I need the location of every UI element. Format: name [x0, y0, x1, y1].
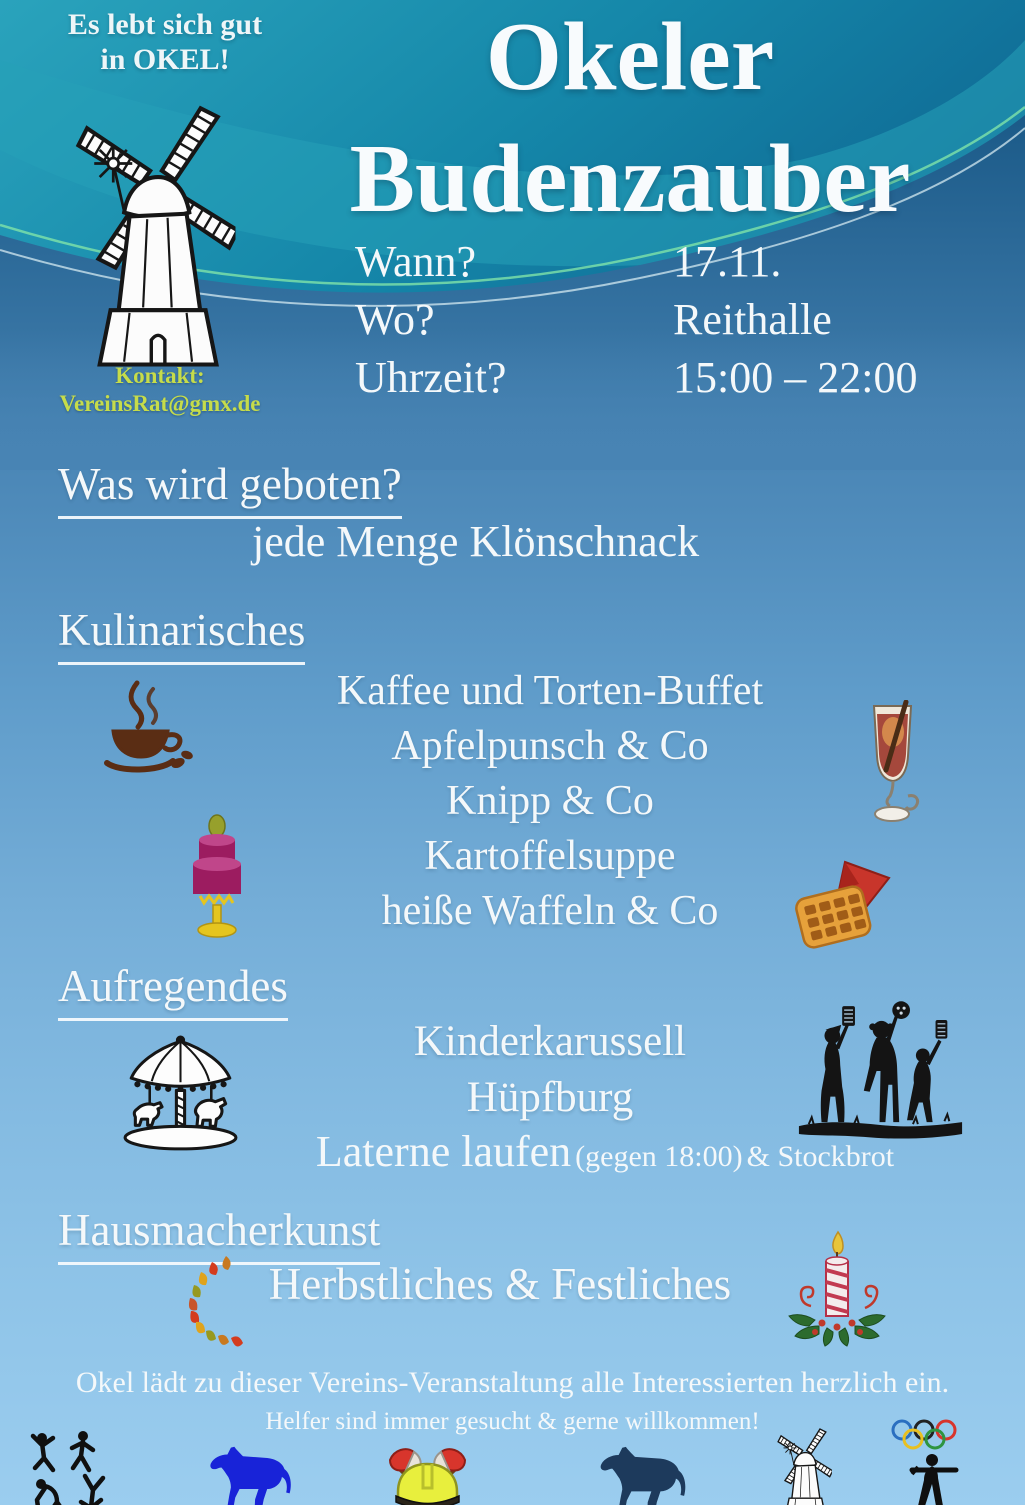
page-title: [240, 0, 1020, 233]
punch-glass-icon: [850, 700, 935, 830]
list-item: heiße Waffeln & Co: [381, 888, 719, 934]
slogan-line2: in OKEL!: [100, 42, 230, 76]
heading-exciting: [58, 960, 288, 1021]
list-item: Kartoffelsuppe: [424, 833, 676, 879]
heading-exciting-text: Aufregendes: [58, 960, 288, 1021]
contact-label: Kontakt:: [115, 363, 205, 388]
lantern-walk-main: Laterne laufen: [315, 1127, 572, 1176]
heading-what-is-offered-text: Was wird geboten?: [58, 458, 402, 519]
detail-row-time: [355, 352, 975, 410]
heading-culinary: [58, 604, 305, 665]
answer-location: Reithalle: [673, 295, 832, 344]
fire-helmet-icon: [380, 1436, 475, 1505]
slogan-line1: Es lebt sich gut: [67, 8, 263, 41]
windmill-icon: [758, 1420, 850, 1505]
heading-what-is-offered: [58, 458, 402, 519]
list-item: Knipp & Co: [446, 778, 654, 824]
intro-subline: jede Menge Klönschnack: [252, 517, 700, 566]
olympic-shooter-icon: [888, 1418, 968, 1505]
list-item: Kaffee und Torten-Buffet: [336, 668, 764, 714]
title-line2: Budenzauber: [349, 124, 911, 233]
detail-row-when: [355, 236, 975, 294]
lantern-walk-note: (gegen 18:00): [575, 1140, 743, 1173]
list-item: Apfelpunsch & Co: [391, 723, 709, 769]
blue-horse-icon: [205, 1444, 300, 1505]
list-item: Kinderkarussell: [413, 1018, 687, 1065]
waffle-icon: [793, 858, 893, 950]
autumn-leaves-icon: [168, 1250, 263, 1350]
lantern-walk-tail: & Stockbrot: [746, 1140, 895, 1173]
windmill-icon: [68, 82, 240, 374]
answer-time: 15:00 – 22:00: [673, 353, 918, 402]
contact-block: [20, 362, 300, 417]
question-time: Uhrzeit?: [355, 353, 507, 402]
heading-culinary-text: Kulinarisches: [58, 604, 305, 665]
coffee-cup-icon: [85, 675, 200, 780]
question-when: Wann?: [355, 237, 477, 286]
candle-icon: [775, 1228, 900, 1353]
contact-email: VereinsRat@gmx.de: [59, 390, 261, 416]
heading-crafts-text: Hausmacherkunst: [58, 1204, 380, 1265]
list-item: Hüpfburg: [466, 1074, 634, 1121]
answer-date: 17.11.: [673, 237, 782, 286]
detail-row-where: [355, 294, 975, 352]
title-line1: Okeler: [485, 3, 775, 111]
dark-horse-icon: [595, 1444, 695, 1505]
acrobats-icon: [25, 1428, 120, 1505]
footer-invitation: Okel lädt zu dieser Vereins-Veranstaltung alle Interessierten herzlich ein.: [75, 1366, 950, 1399]
footer-helpers: Helfer sind immer gesucht & gerne willkommen!: [265, 1408, 760, 1435]
lantern-children-icon: [795, 1000, 967, 1148]
cake-icon: [180, 812, 252, 947]
carousel-icon: [108, 1035, 253, 1153]
question-where: Wo?: [355, 295, 435, 344]
event-details: [355, 236, 975, 410]
crafts-item: Herbstliches & Festliches: [268, 1259, 732, 1309]
